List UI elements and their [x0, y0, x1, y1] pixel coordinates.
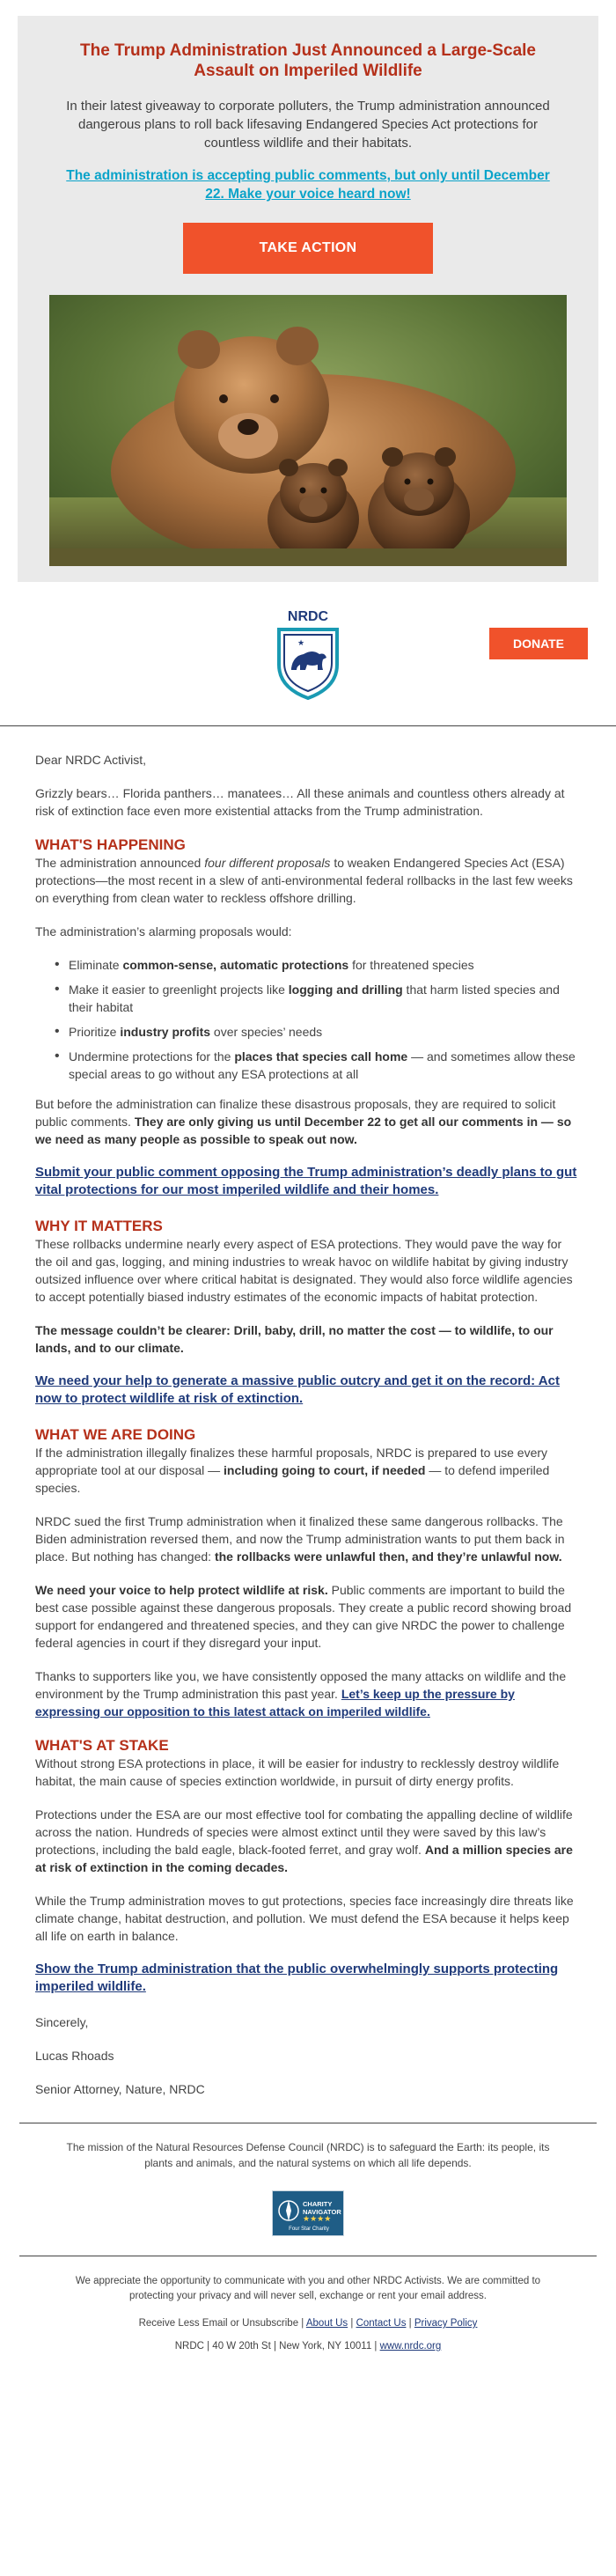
happening-paragraph-3: But before the administration can finalize these disastrous proposals, they are required to solicit public comments. They are only giving us until December 22 to get all our comments in — so we need as many people as possible to speak out now. [35, 1097, 572, 1146]
mission-statement: The mission of the Natural Resources Defense Council (NRDC) is to safeguard the Earth: its people, its plants and animals, and the natural systems on which all life depends. [66, 2141, 550, 2169]
happening-paragraph-2: The administration’s alarming proposals would: [35, 924, 292, 938]
email-page [0, 16, 616, 2387]
footer-address: NRDC | 40 W 20th St | New York, NY 10011 | www.nrdc.org [174, 2341, 442, 2352]
submit-comment-link[interactable]: Submit your public comment opposing the Trump administration’s deadly plans to gut vital protections for our most imperiled wildlife and their homes. [35, 1165, 577, 1197]
hero-body: In their latest giveaway to corporate polluters, the Trump administration announced dangerous plans to roll back lifesaving Endangered Species Act protections for countless wildlife and their habitats. [66, 99, 550, 151]
privacy-policy-link[interactable]: Privacy Policy [414, 2318, 478, 2329]
list-item: • Make it easier to greenlight projects like logging and drilling that harm listed species and their habitat [55, 981, 581, 1016]
intro-paragraph: Grizzly bears… Florida panthers… manatees… All these animals and countless others already at risk of extinction face even more existential attacks from the Trump administration. [35, 786, 565, 818]
stake-paragraph-2: Protections under the ESA are our most effective tool for combating the appalling decline of wildlife across the nation. Hundreds of species were almost extinct until they were saved by this law’s protections, including the bald eagle, black-footed ferret, and gray wolf. And a million species are at risk of extinction in the coming decades. [35, 1807, 573, 1874]
email-body [0, 726, 616, 2098]
compass-icon [276, 2197, 303, 2226]
svg-text:★: ★ [297, 638, 305, 647]
matters-paragraph-2: The message couldn’t be clearer: Drill, baby, drill, no matter the cost — to wildlife, to our lands, and to our climate. [35, 1323, 554, 1355]
list-item: • Eliminate common-sense, automatic protections for threatened species [55, 956, 581, 974]
brand-header [0, 596, 616, 726]
stake-paragraph-3: While the Trump administration moves to gut protections, species face increasingly dire threats like climate change, habitat destruction, and pollution. We must defend the ESA because it helps keep all life on earth in balance. [35, 1894, 574, 1943]
bear-photo-illustration [49, 295, 567, 566]
hero-panel [18, 16, 598, 582]
website-link[interactable]: www.nrdc.org [379, 2341, 442, 2352]
matters-paragraph-1: These rollbacks undermine nearly every aspect of ESA protections. They would pave the way for the oil and gas, logging, and mining industries to wreak havoc on wildlife habitat by giving industry outsized influence over where critical habitat is designated. They would also force wildlife agencies to accept potentially biased industry estimates of the economic impacts of habitat protection. [35, 1237, 573, 1304]
keep-pressure-link[interactable]: Let’s keep up the pressure by expressing our opposition to this latest attack on imperiled wildlife. [35, 1687, 515, 1719]
nrdc-logo[interactable] [274, 607, 342, 700]
list-item: • Undermine protections for the places that species call home — and sometimes allow these special areas to go without any ESA protections at all [55, 1048, 581, 1083]
footer-links: Receive Less Email or Unsubscribe | About Us | Contact Us | Privacy Policy [138, 2318, 478, 2329]
greeting: Dear NRDC Activist, [35, 753, 147, 767]
list-item: • Prioritize industry profits over species’ needs [55, 1023, 581, 1041]
nrdc-logo-text: NRDC [287, 609, 329, 624]
signoff-closing: Sincerely, [35, 2015, 89, 2029]
doing-paragraph-4: Thanks to supporters like you, we have consistently opposed the many attacks on wildlife and the environment by the Trump administration this past year. Let’s keep up the pressure by expressing our opposition to this latest attack on imperiled wildlife. [35, 1669, 567, 1719]
doing-paragraph-3: We need your voice to help protect wildlife at risk. Public comments are important to build the best case possible against these dangerous proposals. They create a public record showing broad support for endangered and threatened species, and they can give NRDC the power to challenge federal agencies in court if they disregard your input. [35, 1583, 572, 1650]
signoff-name: Lucas Rhoads [35, 2049, 114, 2063]
section-title-happening: WHAT'S HAPPENING [35, 836, 186, 853]
badge-subtitle: Four Star Charity [289, 2226, 329, 2232]
doing-paragraph-1: If the administration illegally finalizes these harmful proposals, NRDC is prepared to use every appropriate tool at our disposal — including going to court, if needed — to defend imperiled species. [35, 1446, 550, 1495]
signoff-title: Senior Attorney, Nature, NRDC [35, 2082, 205, 2096]
stake-paragraph-1: Without strong ESA protections in place, it will be easier for industry to recklessly destroy wildlife habitat, the main cause of species extinction worldwide, in pursuit of dirty energy profits. [35, 1756, 560, 1788]
badge-title: CHARITY NAVIGATOR [303, 2200, 341, 2216]
bear-family-photo[interactable] [49, 295, 567, 566]
take-action-button[interactable]: TAKE ACTION [183, 223, 433, 274]
proposals-list [55, 956, 581, 1083]
show-support-link[interactable]: Show the Trump administration that the public overwhelmingly supports protecting imperiled wildlife. [35, 1961, 559, 1994]
badge-stars: ★★★★ [303, 2214, 332, 2223]
donate-button[interactable]: DONATE [489, 628, 588, 659]
unsubscribe-text[interactable]: Receive Less Email or Unsubscribe [138, 2318, 299, 2329]
nrdc-logo-icon [274, 607, 342, 700]
public-outcry-link[interactable]: We need your help to generate a massive public outcry and get it on the record: Act now to protect wildlife at risk of extinction. [35, 1373, 560, 1406]
about-us-link[interactable]: About Us [305, 2318, 348, 2329]
charity-navigator-badge[interactable] [272, 2190, 344, 2236]
happening-paragraph-1: The administration announced four different proposals to weaken Endangered Species Act (ESA) protections—the most recent in a slew of anti-environmental federal rollbacks in the last few weeks on everything from clean water to reckless offshore drilling. [35, 856, 573, 905]
hero-title: The Trump Administration Just Announced a Large-Scale Assault on Imperiled Wildlife [79, 41, 536, 80]
doing-paragraph-2: NRDC sued the first Trump administration when it finalized these same dangerous rollbacks. The Biden administration reversed them, and now the Trump administration wants to put them back in place. But nothing has changed: the rollbacks were unlawful then, and they’re unlawful now. [35, 1514, 565, 1564]
contact-us-link[interactable]: Contact Us [356, 2318, 407, 2329]
section-title-doing: WHAT WE ARE DOING [35, 1426, 196, 1443]
privacy-statement: We appreciate the opportunity to communicate with you and other NRDC Activists. We are committed to protecting your privacy and will never sell, exchange or rent your email address. [75, 2276, 541, 2301]
section-title-matters: WHY IT MATTERS [35, 1218, 163, 1234]
hero-comment-link[interactable]: The administration is accepting public comments, but only until December 22. Make your voice heard now! [66, 168, 550, 202]
section-title-stake: WHAT'S AT STAKE [35, 1737, 169, 1754]
